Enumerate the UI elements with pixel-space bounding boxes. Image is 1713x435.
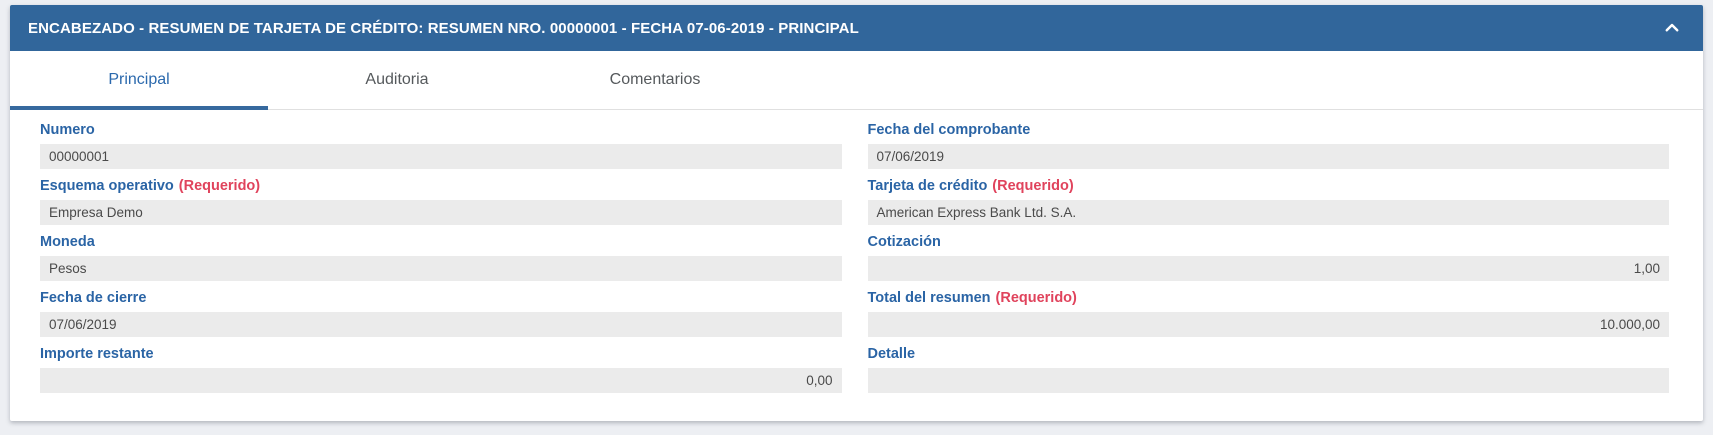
field-label: Importe restante <box>40 346 154 362</box>
fecha-de-cierre-field[interactable]: 07/06/2019 <box>40 312 842 337</box>
field-group-total-del-resumen <box>868 289 1670 337</box>
field-label: Fecha de cierre <box>40 290 147 306</box>
field-label: Moneda <box>40 234 95 250</box>
field-label: Fecha del comprobante <box>867 122 1031 138</box>
tab-auditoria[interactable]: Auditoria <box>365 71 429 88</box>
form-column-right <box>868 121 1670 401</box>
detalle-field[interactable] <box>868 368 1670 393</box>
field-group-esquema-operativo <box>40 177 842 225</box>
moneda-field[interactable]: Pesos <box>40 256 842 281</box>
field-group-cotizacion <box>868 233 1670 281</box>
tab-bar <box>10 51 1703 110</box>
field-label: Tarjeta de crédito (Requerido) <box>867 178 1074 194</box>
tab-comentarios[interactable]: Comentarios <box>609 71 701 88</box>
credit-card-summary-panel <box>10 5 1703 421</box>
field-label: Esquema operativo (Requerido) <box>40 178 261 194</box>
field-group-numero <box>40 121 842 169</box>
tab-principal[interactable]: Principal <box>10 51 268 109</box>
field-group-tarjeta-de-credito <box>868 177 1670 225</box>
total-del-resumen-field[interactable]: 10.000,00 <box>868 312 1670 337</box>
fecha-del-comprobante-field[interactable]: 07/06/2019 <box>868 144 1670 169</box>
importe-restante-field[interactable]: 0,00 <box>40 368 842 393</box>
field-group-fecha-de-cierre <box>40 289 842 337</box>
field-group-detalle <box>868 345 1670 393</box>
cotizacion-field[interactable]: 1,00 <box>868 256 1670 281</box>
required-badge: (Requerido) <box>992 178 1074 194</box>
numero-field[interactable]: 00000001 <box>40 144 842 169</box>
field-group-importe-restante <box>40 345 842 393</box>
form-content <box>10 110 1703 401</box>
section-title: ENCABEZADO - RESUMEN DE TARJETA DE CRÉDITO: RESUMEN NRO. 00000001 - FECHA 07-06-2019 - PRINCIPAL <box>28 19 859 37</box>
field-label: Total del resumen (Requerido) <box>867 290 1077 306</box>
tarjeta-de-credito-field[interactable]: American Express Bank Ltd. S.A. <box>868 200 1670 225</box>
field-group-moneda <box>40 233 842 281</box>
collapsible-section-header[interactable] <box>10 5 1703 51</box>
chevron-up-icon[interactable] <box>1661 17 1683 39</box>
field-label: Detalle <box>867 346 916 362</box>
field-group-fecha-del-comprobante <box>868 121 1670 169</box>
form-column-left <box>40 121 842 401</box>
required-badge: (Requerido) <box>178 178 261 194</box>
required-badge: (Requerido) <box>995 290 1077 306</box>
esquema-operativo-field[interactable]: Empresa Demo <box>40 200 842 225</box>
field-label: Cotización <box>867 234 941 250</box>
field-label: Numero <box>40 122 95 138</box>
